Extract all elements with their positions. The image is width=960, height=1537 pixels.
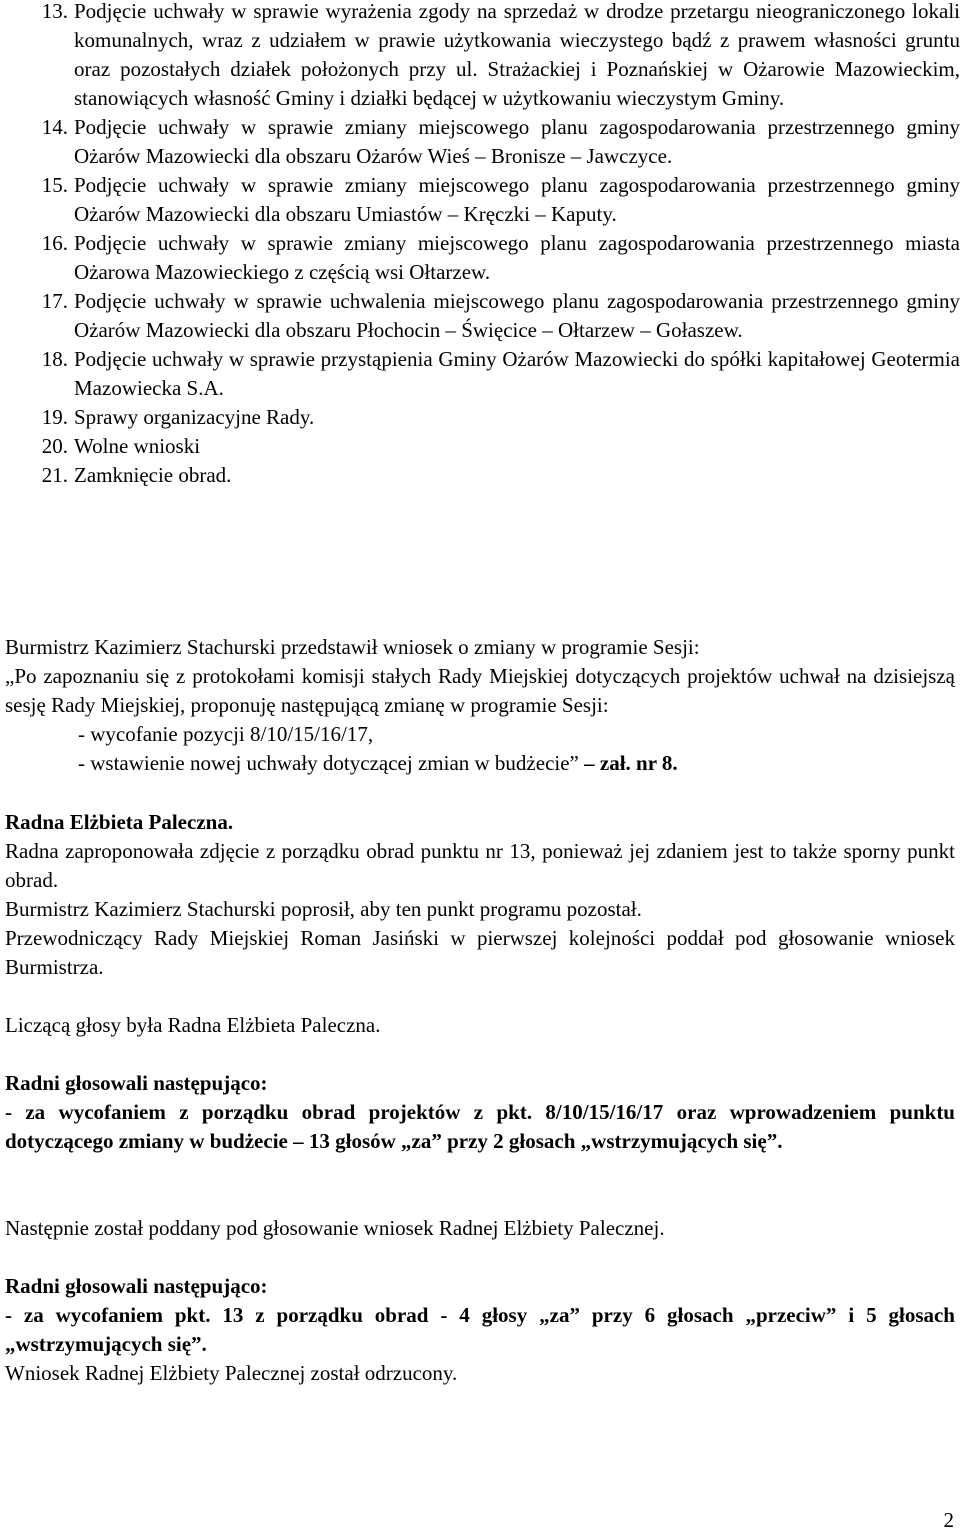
- page-number: 2: [943, 1508, 954, 1532]
- agenda-item-text: Podjęcie uchwały w sprawie zmiany miejscowego planu zagospodarowania przestrzennego gminy Ożarów Mazowiecki dla obszaru Ożarów Wieś – Bronisze – Jawczyce.: [74, 115, 960, 168]
- agenda-item-number: 18.: [41, 347, 68, 371]
- agenda-item-15: [0, 171, 960, 229]
- vote-2-heading: Radni głosowali następująco:: [5, 1274, 268, 1298]
- councillor-heading: Radna Elżbieta Paleczna.: [5, 810, 234, 834]
- vote-1-result: - za wycofaniem z porządku obrad projektów z pkt. 8/10/15/16/17 oraz wprowadzeniem punktu dotyczącego zmiany w budżecie – 13 głosów „za” przy 2 głosach „wstrzymujących się”.: [5, 1100, 955, 1153]
- teller-text: Liczącą głosy była Radna Elżbieta Paleczna.: [5, 1013, 381, 1037]
- agenda-item-number: 16.: [41, 231, 68, 255]
- agenda-item-19: [0, 403, 960, 432]
- agenda-item-text: Podjęcie uchwały w sprawie zmiany miejscowego planu zagospodarowania przestrzennego miasta Ożarowa Mazowieckiego z częścią wsi Ołtarzew.: [74, 231, 960, 284]
- agenda-item-number: 13.: [41, 0, 68, 23]
- agenda-item-text: Wolne wnioski: [74, 434, 201, 458]
- next-motion: [5, 1214, 955, 1243]
- agenda-item-text: Podjęcie uchwały w sprawie przystąpienia Gminy Ożarów Mazowiecki do spółki kapitałowej Geotermia Mazowiecka S.A.: [74, 347, 960, 400]
- vote-1-heading: Radni głosowali następująco:: [5, 1071, 268, 1095]
- mayor-motion: [5, 633, 955, 778]
- agenda-item-text: Sprawy organizacyjne Rady.: [74, 405, 315, 429]
- agenda-item-number: 20.: [41, 434, 68, 458]
- agenda-item-text: Podjęcie uchwały w sprawie uchwalenia miejscowego planu zagospodarowania przestrzennego gminy Ożarów Mazowiecki dla obszaru Płochocin – Święcice – Ołtarzew – Gołaszew.: [74, 289, 960, 342]
- agenda-item-13: [0, 0, 960, 113]
- agenda-item-16: [0, 229, 960, 287]
- mayor-motion-bullet-1: - wycofanie pozycji 8/10/15/16/17,: [78, 722, 374, 746]
- vote-2-outcome: Wniosek Radnej Elżbiety Palecznej został odrzucony.: [5, 1361, 458, 1385]
- mayor-request: Burmistrz Kazimierz Stachurski poprosił, aby ten punkt programu pozostał.: [5, 897, 642, 921]
- councillor-section: [5, 808, 955, 982]
- attachment-ref: – zał. nr 8.: [578, 751, 678, 775]
- vote-2: [5, 1272, 955, 1388]
- agenda-item-18: [0, 345, 960, 403]
- agenda-item-number: 15.: [41, 173, 68, 197]
- agenda-item-20: [0, 432, 960, 461]
- vote-2-result: - za wycofaniem pkt. 13 z porządku obrad - 4 głosy „za” przy 6 głosach „przeciw” i 5 głosach „wstrzymujących się”.: [5, 1303, 955, 1356]
- agenda-item-number: 19.: [41, 405, 68, 429]
- councillor-proposal: Radna zaproponowała zdjęcie z porządku obrad punktu nr 13, ponieważ jej zdaniem jest to także sporny punkt obrad.: [5, 839, 955, 892]
- vote-1: [5, 1069, 955, 1156]
- mayor-motion-quote: „Po zapoznaniu się z protokołami komisji stałych Rady Miejskiej dotyczących projektów uchwał na dzisiejszą sesję Rady Miejskiej, proponuję następującą zmianę w programie Sesji:: [5, 664, 955, 717]
- agenda-item-17: [0, 287, 960, 345]
- agenda-item-14: [0, 113, 960, 171]
- teller-note: [5, 1011, 955, 1040]
- agenda-item-21: [0, 461, 960, 490]
- agenda-item-number: 21.: [41, 463, 68, 487]
- next-motion-text: Następnie został poddany pod głosowanie wniosek Radnej Elżbiety Palecznej.: [5, 1216, 665, 1240]
- agenda-item-text: Zamknięcie obrad.: [74, 463, 232, 487]
- chairman-vote-call: Przewodniczący Rady Miejskiej Roman Jasiński w pierwszej kolejności poddał pod głosowanie wniosek Burmistrza.: [5, 926, 955, 979]
- agenda-list: [0, 0, 960, 490]
- mayor-motion-bullet-2: [5, 749, 955, 778]
- agenda-item-text: Podjęcie uchwały w sprawie zmiany miejscowego planu zagospodarowania przestrzennego gminy Ożarów Mazowiecki dla obszaru Umiastów – Kręczki – Kaputy.: [74, 173, 960, 226]
- agenda-item-number: 17.: [41, 289, 68, 313]
- agenda-item-text: Podjęcie uchwały w sprawie wyrażenia zgody na sprzedaż w drodze przetargu nieograniczonego lokali komunalnych, wraz z udziałem w prawie użytkowania wieczystego bądź z prawem własności gruntu oraz pozostałych działek położonych przy ul. Strażackiej i Poznańskiej w Ożarowie Mazowieckim, stanowiących własność Gminy i działki będącej w użytkowaniu wieczystym Gminy.: [74, 0, 960, 110]
- bullet-text: - wstawienie nowej uchwały dotyczącej zmian w budżecie”: [78, 751, 579, 775]
- mayor-motion-intro: Burmistrz Kazimierz Stachurski przedstawił wniosek o zmiany w programie Sesji:: [5, 635, 700, 659]
- agenda-item-number: 14.: [41, 115, 68, 139]
